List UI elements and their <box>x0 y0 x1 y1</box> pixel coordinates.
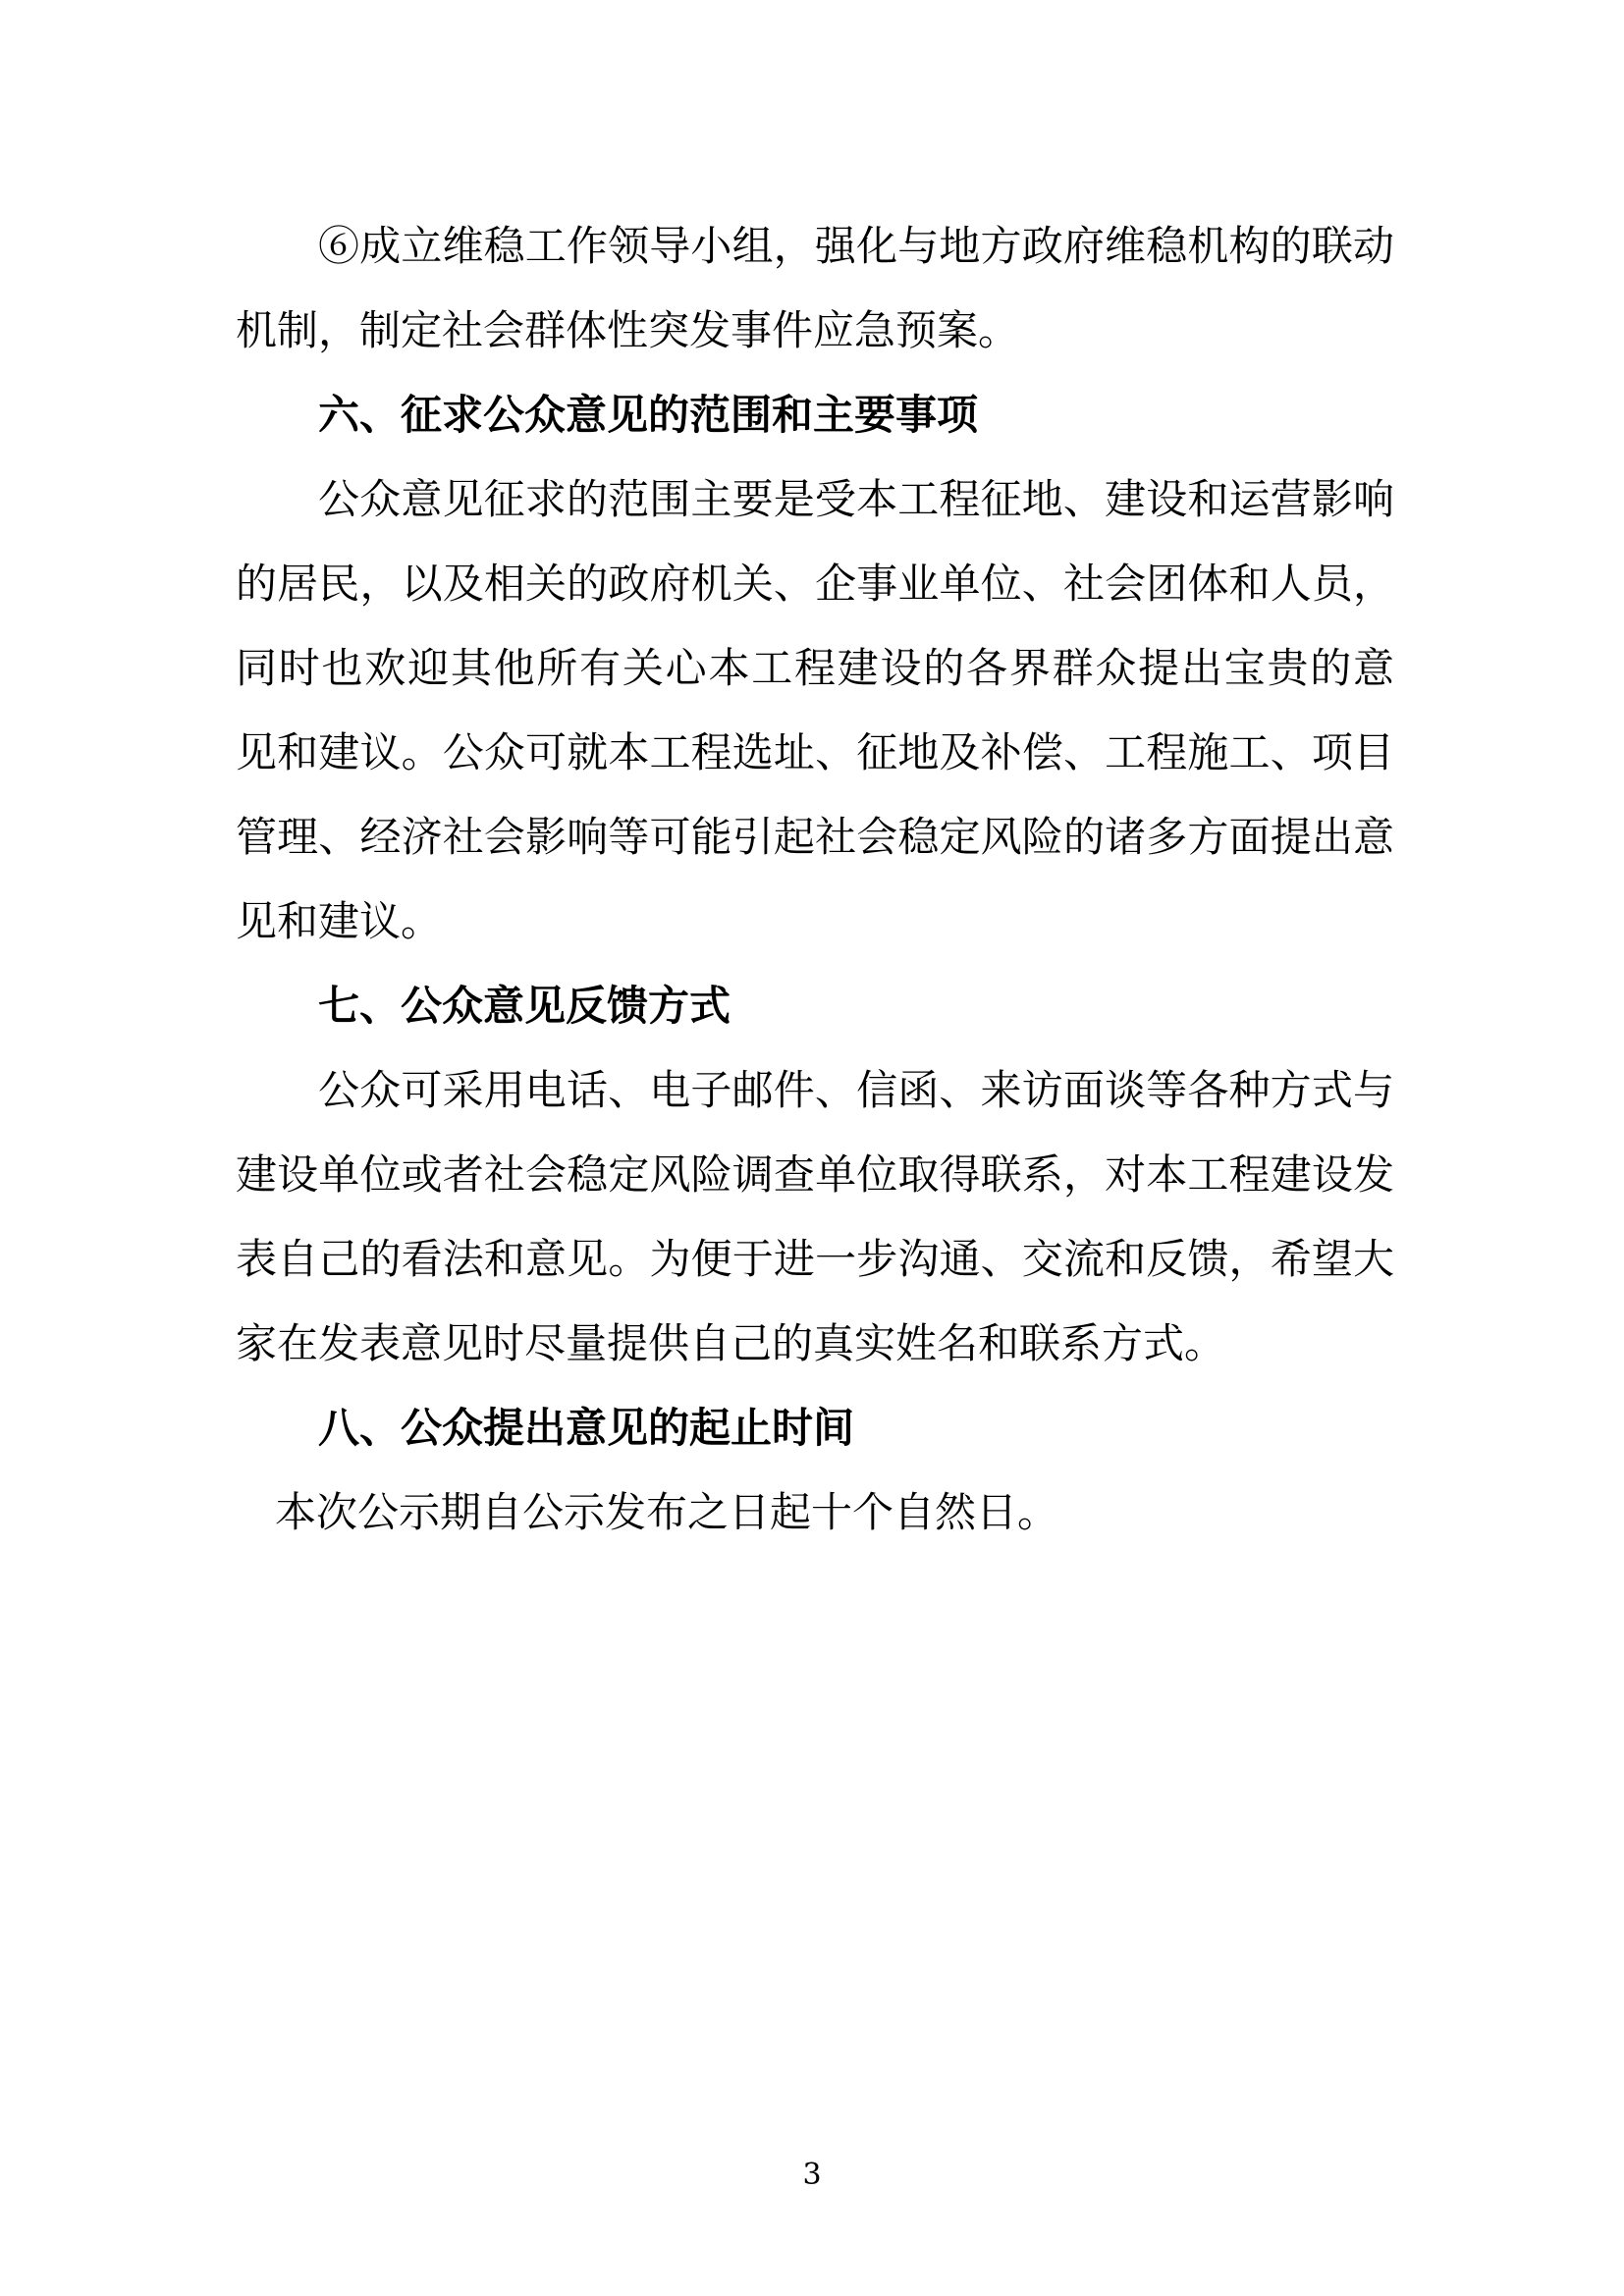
paragraph-line: 管理、经济社会影响等可能引起社会稳定风险的诸多方面提出意 <box>236 813 1394 861</box>
paragraph-line: 公众可采用电话、电子邮件、信函、来访面谈等各种方式与 <box>318 1066 1394 1114</box>
paragraph-line: 同时也欢迎其他所有关心本工程建设的各界群众提出宝贵的意 <box>236 644 1394 692</box>
section-heading: 七、公众意见反馈方式 <box>318 982 731 1030</box>
paragraph-line: 的居民，以及相关的政府机关、企事业单位、社会团体和人员， <box>236 560 1394 608</box>
paragraph-line: 见和建议。公众可就本工程选址、征地及补偿、工程施工、项目 <box>236 728 1394 776</box>
page-number: 3 <box>802 2158 822 2192</box>
paragraph-line: 家在发表意见时尽量提供自己的真实姓名和联系方式。 <box>236 1319 1226 1367</box>
paragraph-line: 见和建议。 <box>236 897 443 945</box>
document-text-block <box>236 204 1394 1555</box>
paragraph-line: ⑥成立维稳工作领导小组，强化与地方政府维稳机构的联动 <box>318 222 1394 270</box>
paragraph-line: 公众意见征求的范围主要是受本工程征地、建设和运营影响 <box>318 475 1394 523</box>
paragraph-line: 本次公示期自公示发布之日起十个自然日。 <box>275 1488 1059 1536</box>
paragraph-line: 表自己的看法和意见。为便于进一步沟通、交流和反馈，希望大 <box>236 1235 1394 1283</box>
section-heading: 六、征求公众意见的范围和主要事项 <box>318 391 979 439</box>
paragraph-line: 建设单位或者社会稳定风险调查单位取得联系，对本工程建设发 <box>236 1150 1394 1199</box>
section-heading: 八、公众提出意见的起止时间 <box>318 1404 855 1452</box>
paragraph-line: 机制，制定社会群体性突发事件应急预案。 <box>236 306 1020 354</box>
